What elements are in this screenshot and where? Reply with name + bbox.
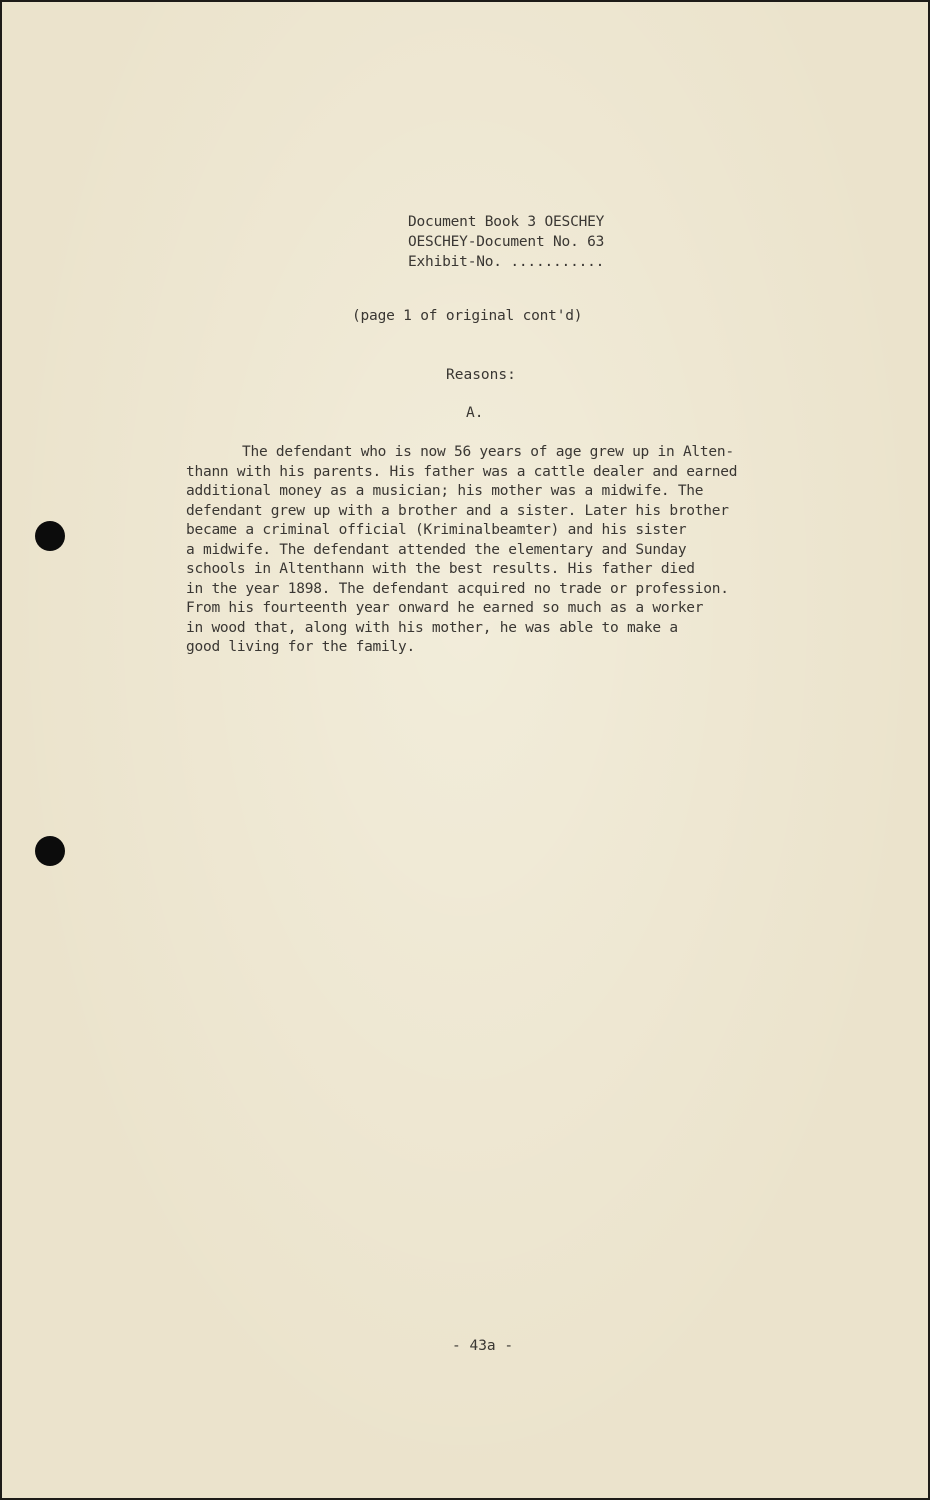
body-paragraph [186, 443, 826, 658]
page-continuation-note: (page 1 of original cont'd) [352, 308, 583, 324]
section-letter: A. [466, 405, 484, 421]
punch-hole-top [35, 521, 65, 551]
section-title: Reasons: [446, 367, 516, 383]
document-header [408, 212, 604, 272]
body-line: good living for the family. [186, 639, 415, 655]
page-number: - 43a - [452, 1338, 514, 1354]
body-line: The defendant who is now 56 years of age grew up in Alten- [242, 444, 734, 460]
body-line: schools in Altenthann with the best results. His father died [186, 561, 695, 577]
body-line: thann with his parents. His father was a cattle dealer and earned [186, 463, 738, 480]
body-line: additional money as a musician; his mother was a midwife. The [186, 483, 704, 499]
body-line: in the year 1898. The defendant acquired no trade or profession. [186, 580, 729, 597]
header-document-number: OESCHEY-Document No. 63 [408, 234, 605, 250]
header-document-book: Document Book 3 OESCHEY [408, 214, 605, 230]
body-line: From his fourteenth year onward he earned so much as a worker [186, 600, 704, 616]
punch-hole-bottom [35, 836, 65, 866]
header-exhibit-number: Exhibit-No. ........... [408, 254, 605, 270]
body-line: a midwife. The defendant attended the elementary and Sunday [186, 541, 687, 558]
body-line: became a criminal official (Kriminalbeamter) and his sister [186, 522, 687, 538]
body-line: in wood that, along with his mother, he was able to make a [186, 619, 678, 636]
body-line: defendant grew up with a brother and a sister. Later his brother [186, 502, 729, 519]
